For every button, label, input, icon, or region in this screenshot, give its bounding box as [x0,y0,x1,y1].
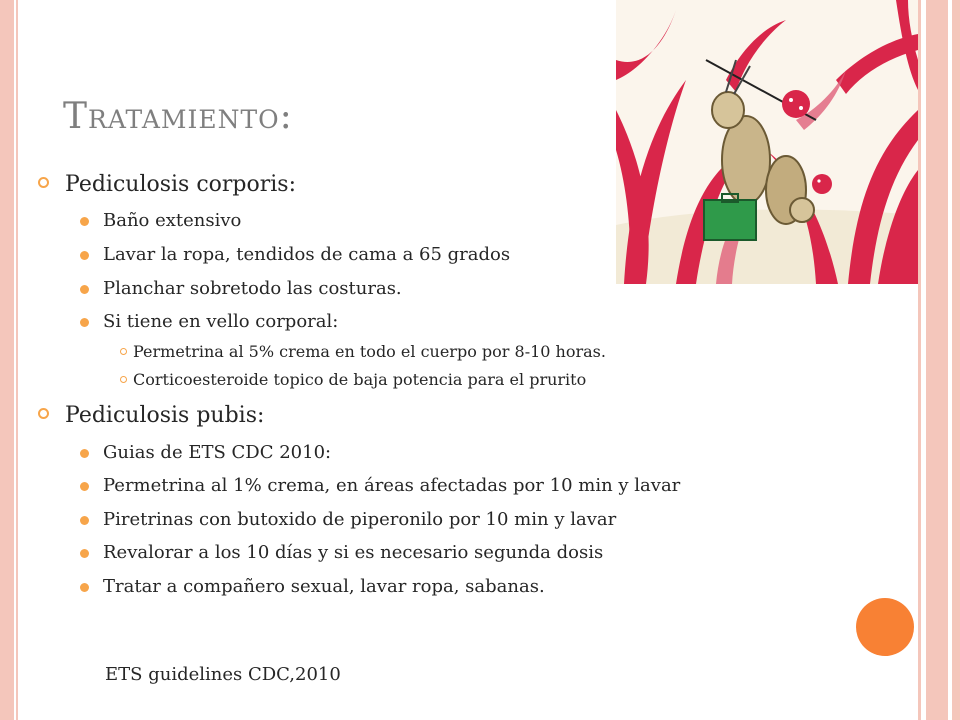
section-heading-corporis [38,172,818,198]
list-item-text: Permetrina al 1% crema, en áreas afectadas por 10 min y lavar [103,475,681,497]
outline-bullet-icon [38,408,49,419]
right-border-wide [926,0,948,720]
orange-circle-decoration [856,598,914,656]
sub-list-item [120,342,818,361]
section-heading-text: Pediculosis corporis: [65,172,296,197]
left-border-line [16,0,18,720]
dot-bullet-icon [80,285,89,294]
list-item [80,278,818,300]
list-item-text: Baño extensivo [103,210,242,232]
sub-list-item-text: Permetrina al 5% crema en todo el cuerpo por 8-10 horas. [133,341,606,361]
small-bullet-icon [120,348,127,355]
list-item [80,442,818,464]
dot-bullet-icon [80,516,89,525]
sub-list-item [120,370,818,389]
list-item-text: Si tiene en vello corporal: [103,311,339,333]
list-item-text: Lavar la ropa, tendidos de cama a 65 grados [103,243,511,265]
sub-list-item-text: Corticoesteroide topico de baja potencia para el prurito [133,369,587,389]
list-item [80,210,818,232]
footer-citation: ETS guidelines CDC,2010 [105,664,341,685]
dot-bullet-icon [80,482,89,491]
right-border-edge [952,0,960,720]
list-item-text: Guias de ETS CDC 2010: [103,441,332,463]
list-item [80,475,818,497]
list-item-text: Revalorar a los 10 días y si es necesario segunda dosis [103,542,604,564]
slide-title-text: Tratamiento: [63,96,293,137]
dot-bullet-icon [80,251,89,260]
list-item-text: Planchar sobretodo las costuras. [103,277,402,299]
section-heading-text: Pediculosis pubis: [65,403,265,429]
list-item [80,509,818,531]
dot-bullet-icon [80,217,89,226]
small-bullet-icon [120,376,127,383]
right-border-thin [918,0,921,720]
slide-body [38,166,818,598]
dot-bullet-icon [80,583,89,592]
dot-bullet-icon [80,449,89,458]
section-heading-pubis [38,403,818,429]
list-item [80,576,818,598]
list-item-text: Tratar a compañero sexual, lavar ropa, sabanas. [103,575,545,597]
slide-title [63,96,293,137]
dot-bullet-icon [80,549,89,558]
list-item [80,311,818,333]
list-item [80,542,818,564]
list-item [80,244,818,266]
left-border [0,0,14,720]
list-item-text: Piretrinas con butoxido de piperonilo por 10 min y lavar [103,508,617,530]
dot-bullet-icon [80,318,89,327]
outline-bullet-icon [38,177,49,188]
